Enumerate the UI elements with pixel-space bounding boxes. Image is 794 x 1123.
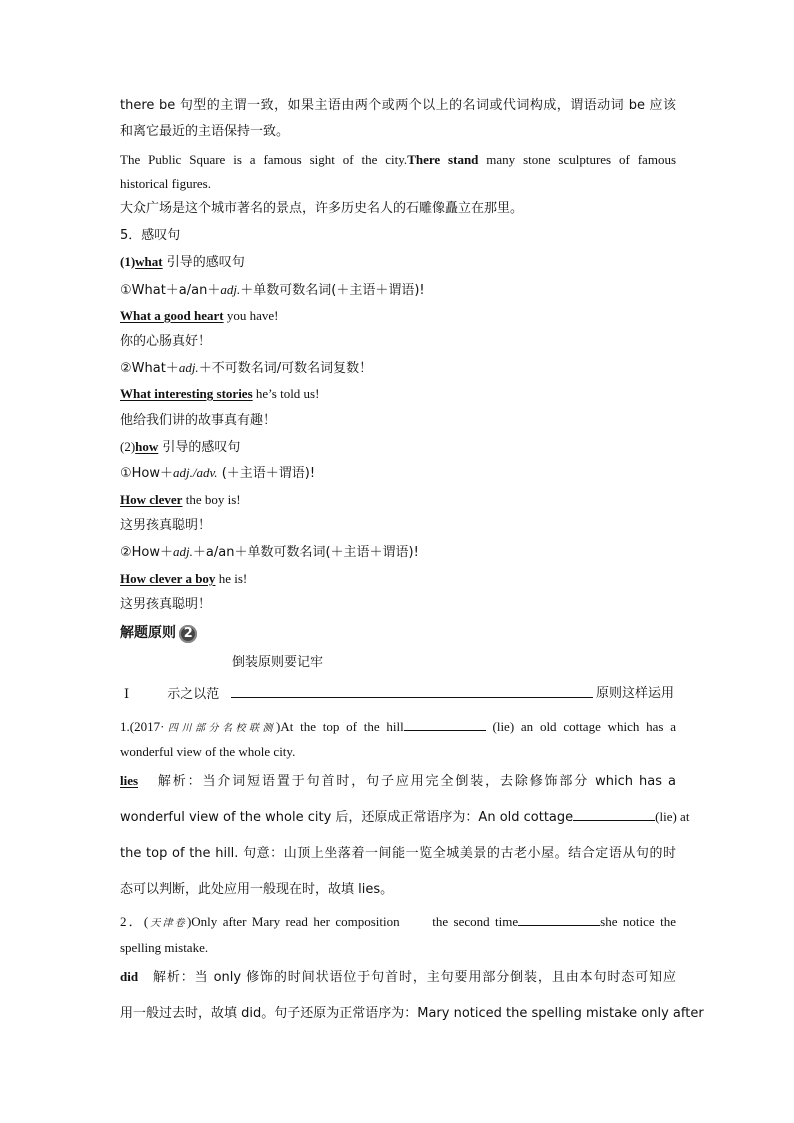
answer-blank bbox=[518, 913, 600, 926]
text: the boy is! bbox=[182, 492, 241, 507]
text: spelling mistake. bbox=[120, 940, 209, 955]
section-divider bbox=[120, 685, 676, 704]
question-source: 四川部分名校联测 bbox=[164, 723, 277, 734]
heading-text: 解题原则 bbox=[120, 625, 176, 641]
text: adj. bbox=[178, 360, 199, 375]
subsection-title bbox=[120, 438, 676, 457]
text: 倒装原则要记牢 bbox=[232, 655, 324, 670]
example-sentence bbox=[120, 151, 676, 169]
keyword: how bbox=[135, 439, 159, 454]
text: wonderful view of the whole city 后，还原成正常语序为：An old cottage bbox=[120, 810, 574, 825]
answer: lies bbox=[120, 773, 139, 788]
question-stem bbox=[120, 718, 676, 738]
text: she notice the bbox=[600, 914, 677, 929]
roman-numeral: Ⅰ bbox=[124, 686, 130, 701]
text: (lie) an old cottage which has a bbox=[485, 719, 677, 734]
question-number: 1.(2017· bbox=[120, 719, 165, 734]
text: 和离它最近的主语保持一致。 bbox=[120, 124, 290, 139]
text: 态可以判断，此处应用一般现在时，故填 lies。 bbox=[120, 882, 394, 897]
section-title bbox=[120, 226, 676, 245]
example-translation bbox=[120, 411, 676, 430]
example-translation bbox=[120, 595, 676, 614]
text: historical figures. bbox=[120, 176, 211, 191]
answer: did bbox=[120, 969, 139, 984]
text: (lie) at bbox=[655, 809, 690, 824]
text: wonderful view of the whole city. bbox=[120, 744, 296, 759]
explanation-line bbox=[120, 808, 690, 827]
question-stem bbox=[120, 913, 676, 933]
bold-phrase: What a good heart bbox=[120, 308, 224, 323]
divider-label-left: 示之以范 bbox=[167, 687, 220, 702]
text: he’s told us! bbox=[252, 386, 320, 401]
paragraph-line bbox=[120, 122, 676, 141]
text: ＋单数可数名词(＋主语＋谓语)! bbox=[240, 283, 425, 298]
explanation-line bbox=[120, 844, 676, 863]
explanation-line bbox=[120, 880, 676, 899]
bold-phrase: How clever bbox=[120, 492, 183, 507]
example-translation bbox=[120, 199, 676, 218]
principle-heading bbox=[120, 622, 676, 644]
example-sentence bbox=[120, 570, 676, 588]
answer-blank bbox=[573, 808, 655, 821]
principle-subtitle bbox=[232, 653, 532, 672]
text: 解析：当 only 修饰的时间状语位于句首时，主句要用部分倒装，且由本句时态可知应 bbox=[152, 970, 676, 985]
question-source: 天津卷 bbox=[148, 918, 187, 929]
text: ＋a/an＋单数可数名词(＋主语＋谓语)! bbox=[192, 545, 419, 560]
text: 引导的感叹句 bbox=[162, 255, 245, 270]
explanation-line bbox=[120, 772, 676, 791]
rule-line bbox=[120, 359, 676, 378]
bold-phrase: What interesting stories bbox=[120, 386, 253, 401]
text: adj. bbox=[220, 282, 241, 297]
question-stem bbox=[120, 743, 676, 761]
example-sentence bbox=[120, 307, 676, 325]
question-stem bbox=[120, 939, 676, 957]
text: )Only after Mary read her composition the second time bbox=[186, 914, 519, 929]
text: 这男孩真聪明！ bbox=[120, 518, 212, 533]
subsection-title bbox=[120, 253, 676, 272]
divider-label-right: 原则这样运用 bbox=[595, 686, 674, 701]
example-translation bbox=[120, 516, 676, 535]
rule-line bbox=[120, 281, 676, 300]
text: 用一般过去时，故填 did。句子还原为正常语序为：Mary noticed the spelling mistake only after bbox=[120, 1006, 704, 1021]
bold-phrase: There stand bbox=[407, 152, 479, 167]
rule-line bbox=[120, 543, 676, 562]
example-sentence bbox=[120, 385, 676, 403]
text: ①How＋ bbox=[120, 466, 174, 481]
keyword: what bbox=[135, 254, 163, 269]
example-translation bbox=[120, 332, 676, 351]
question-number: 2．( bbox=[120, 914, 149, 929]
text: ①What＋a/an＋ bbox=[120, 283, 221, 298]
text: 5．感叹句 bbox=[120, 228, 181, 243]
text: ＋不可数名词/可数名词复数！ bbox=[198, 361, 373, 376]
text: you have! bbox=[223, 308, 279, 323]
text: 大众广场是这个城市著名的景点，许多历史名人的石雕像矗立在那里。 bbox=[120, 201, 524, 216]
text: (＋主语＋谓语)! bbox=[217, 466, 316, 481]
explanation-line bbox=[120, 1004, 704, 1023]
text: 他给我们讲的故事真有趣！ bbox=[120, 413, 277, 428]
paragraph-line bbox=[120, 96, 676, 115]
explanation-line bbox=[120, 968, 676, 987]
text: the top of the hill. 句意：山顶上坐落着一间能一览全城美景的古老小屋。结合定语从句的时 bbox=[120, 846, 676, 861]
example-sentence bbox=[120, 491, 676, 509]
rule-line bbox=[120, 464, 676, 483]
text: he is! bbox=[215, 571, 248, 586]
text: (2) bbox=[120, 439, 136, 454]
text: ②What＋ bbox=[120, 361, 179, 376]
divider-line bbox=[231, 685, 593, 698]
text: (1) bbox=[120, 254, 136, 269]
text: 这男孩真聪明！ bbox=[120, 597, 212, 612]
text: adj. bbox=[173, 544, 193, 559]
example-sentence bbox=[120, 175, 676, 193]
text: 你的心肠真好！ bbox=[120, 334, 212, 349]
answer-blank bbox=[404, 718, 486, 731]
text: ②How＋ bbox=[120, 545, 174, 560]
text: 解析：当介词短语置于句首时，句子应用完全倒装，去除修饰部分 which has a bbox=[156, 774, 676, 789]
text: many stone sculptures of famous bbox=[478, 152, 677, 167]
text: adj./adv. bbox=[173, 465, 218, 480]
text: )At the top of the hill bbox=[276, 719, 404, 734]
text: there be 句型的主谓一致，如果主语由两个或两个以上的名词或代词构成，谓语动词 be 应该 bbox=[120, 98, 676, 113]
number-badge-icon: 2 bbox=[179, 625, 197, 643]
text: 引导的感叹句 bbox=[158, 440, 241, 455]
bold-phrase: How clever a boy bbox=[120, 571, 216, 586]
text: The Public Square is a famous sight of the city. bbox=[120, 152, 408, 167]
